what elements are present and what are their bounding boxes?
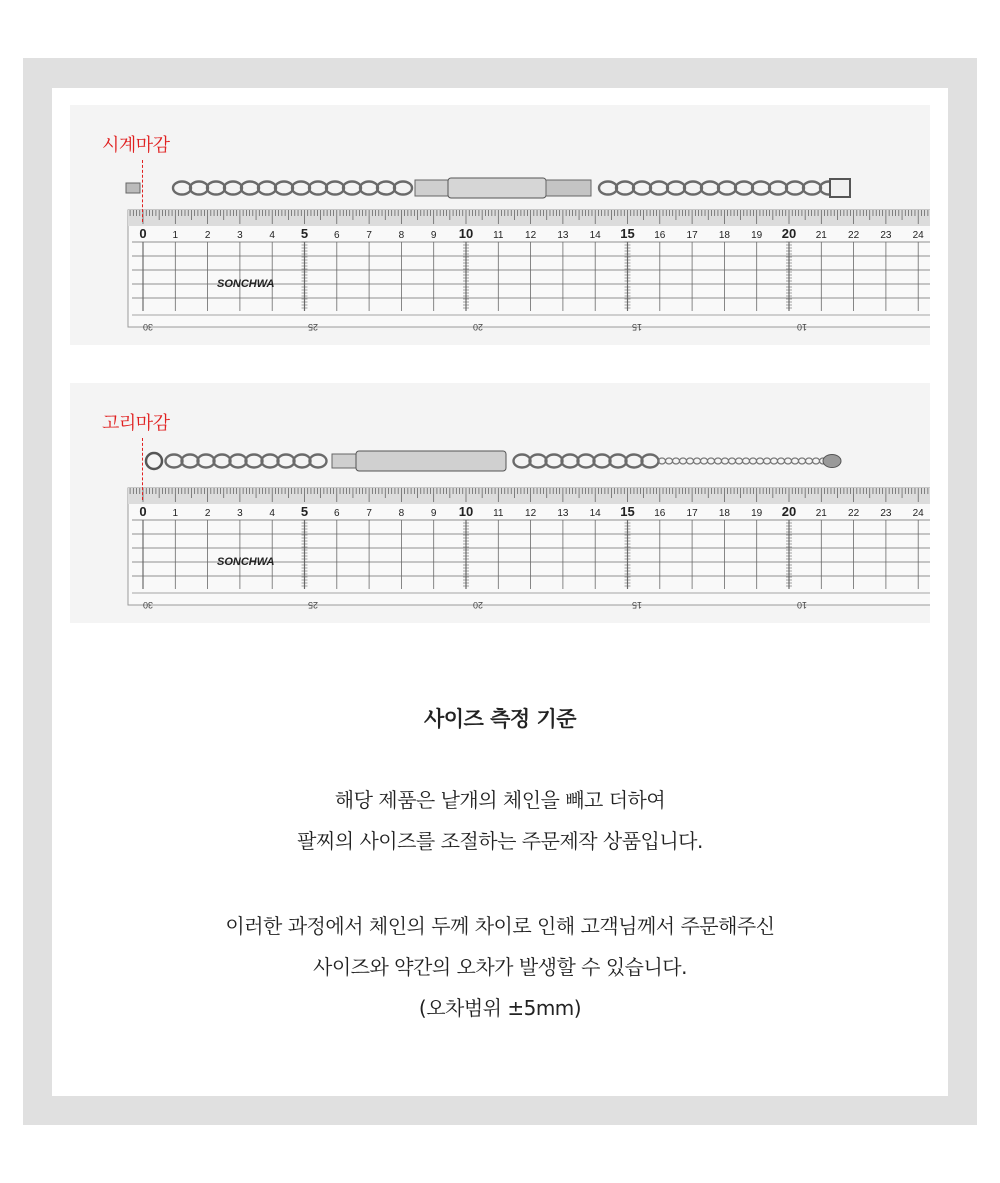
ruler-number: 11 xyxy=(493,508,504,519)
chain-link xyxy=(650,182,668,195)
ruler-number: 1 xyxy=(172,230,179,241)
ruler-number: 16 xyxy=(654,508,666,519)
ruler-number: 8 xyxy=(398,230,405,241)
extension-link xyxy=(708,458,715,464)
ruler-number: 17 xyxy=(686,508,698,519)
ruler-number: 20 xyxy=(781,226,797,241)
extension-link xyxy=(799,458,806,464)
chain-link xyxy=(241,182,259,195)
chain-link xyxy=(752,182,770,195)
ruler-number: 5 xyxy=(300,504,309,519)
chain-link xyxy=(326,182,344,195)
chain-link xyxy=(786,182,804,195)
extension-link xyxy=(813,458,820,464)
chain-link xyxy=(198,455,215,468)
chain-link xyxy=(262,455,279,468)
chain-link xyxy=(230,455,247,468)
chain-link xyxy=(594,455,611,468)
extension-link xyxy=(694,458,701,464)
chain-link xyxy=(190,182,208,195)
chain-link xyxy=(701,182,719,195)
ruler-number: 1 xyxy=(172,508,179,519)
paragraph-1 xyxy=(52,780,948,862)
ruler-number: 22 xyxy=(848,230,860,241)
extension-link xyxy=(687,458,694,464)
ruler-bottom-number: 30 xyxy=(142,600,154,610)
ruler-number: 7 xyxy=(366,508,372,519)
ruler-bottom-number: 20 xyxy=(472,600,484,610)
chain-link xyxy=(610,455,627,468)
clasp-end xyxy=(126,183,140,193)
ruler-number: 2 xyxy=(204,508,211,519)
chain-link xyxy=(530,455,547,468)
ruler-bottom-number: 10 xyxy=(796,322,808,332)
ruler-number: 21 xyxy=(815,508,827,519)
ruler-scale-band xyxy=(128,488,930,504)
extension-link xyxy=(778,458,785,464)
end-tag xyxy=(823,455,841,468)
ruler-bottom-number: 15 xyxy=(631,322,643,332)
ruler-bottom-number: 10 xyxy=(796,600,808,610)
ruler-number: 0 xyxy=(139,226,147,241)
bracelet xyxy=(146,451,841,471)
chain-link xyxy=(360,182,378,195)
ruler-body xyxy=(128,210,930,327)
extension-link xyxy=(806,458,813,464)
ruler-number: 10 xyxy=(458,504,474,519)
ruler-number: 19 xyxy=(751,230,763,241)
ruler-number: 15 xyxy=(620,504,635,519)
ruler-number: 23 xyxy=(880,508,892,519)
chain-link xyxy=(514,455,531,468)
extension-link xyxy=(673,458,680,464)
ruler-number: 0 xyxy=(139,504,147,519)
ruler-number: 11 xyxy=(493,230,504,241)
chain-link xyxy=(562,455,579,468)
marker-line xyxy=(142,438,143,500)
chain-link xyxy=(684,182,702,195)
bracelet xyxy=(126,178,850,198)
ruler-number: 4 xyxy=(269,230,275,241)
extension-link xyxy=(764,458,771,464)
ruler-brand: SONCHWA xyxy=(217,556,275,568)
chain-link xyxy=(310,455,327,468)
extension-link xyxy=(722,458,729,464)
ruler-bottom-number: 15 xyxy=(631,600,643,610)
extension-link xyxy=(715,458,722,464)
ruler-number: 9 xyxy=(430,508,437,519)
chain-link xyxy=(377,182,395,195)
chain-link xyxy=(642,455,659,468)
ruler-number: 17 xyxy=(686,230,698,241)
ruler-number: 14 xyxy=(589,508,601,519)
chain-link xyxy=(633,182,651,195)
chain-link xyxy=(275,182,293,195)
ruler-bottom-number: 30 xyxy=(142,322,154,332)
chain-link xyxy=(769,182,787,195)
ruler-number: 24 xyxy=(912,230,924,241)
chain-link xyxy=(292,182,310,195)
chain-link xyxy=(394,182,412,195)
marker-label: 시계마감 xyxy=(102,135,170,156)
id-plate xyxy=(448,178,546,198)
chain-link xyxy=(224,182,242,195)
chain-link xyxy=(578,455,595,468)
chain-link xyxy=(182,455,199,468)
chain-link xyxy=(166,455,183,468)
ruler-number: 7 xyxy=(366,230,372,241)
chain-link xyxy=(718,182,736,195)
ruler-number: 24 xyxy=(912,508,924,519)
chain-link xyxy=(616,182,634,195)
ruler-number: 6 xyxy=(334,230,340,241)
ruler-number: 19 xyxy=(751,508,763,519)
chain-link xyxy=(173,182,191,195)
bracelet-ruler-image xyxy=(70,383,930,623)
ruler-number: 6 xyxy=(334,508,340,519)
plate-connector xyxy=(332,454,356,468)
extension-link xyxy=(729,458,736,464)
watch-clasp xyxy=(830,179,850,197)
ruler-number: 16 xyxy=(654,230,666,241)
paragraph-line: (오차범위 ±5mm) xyxy=(418,996,582,1020)
chain-link xyxy=(258,182,276,195)
extension-link xyxy=(785,458,792,464)
extension-link xyxy=(792,458,799,464)
ruler-number: 5 xyxy=(300,226,309,241)
extension-link xyxy=(666,458,673,464)
extension-link xyxy=(701,458,708,464)
ruler-brand: SONCHWA xyxy=(217,278,275,290)
paragraph-line: 이러한 과정에서 체인의 두께 차이로 인해 고객님께서 주문해주신 xyxy=(225,914,775,938)
ruler-number: 12 xyxy=(525,508,537,519)
bracelet-ruler-image xyxy=(70,105,930,345)
marker-line xyxy=(142,160,143,222)
chain-link xyxy=(735,182,753,195)
ruler-number: 21 xyxy=(815,230,827,241)
extension-link xyxy=(750,458,757,464)
marker-label: 고리마감 xyxy=(102,413,170,434)
extension-link xyxy=(757,458,764,464)
photo-hook-clasp xyxy=(70,383,930,623)
ruler-body xyxy=(128,488,930,605)
ruler-number: 18 xyxy=(718,230,730,241)
chain-link xyxy=(599,182,617,195)
chain-link xyxy=(214,455,231,468)
chain-link xyxy=(246,455,263,468)
chain-link xyxy=(309,182,327,195)
ruler-number: 13 xyxy=(557,508,569,519)
chain-link xyxy=(667,182,685,195)
plate-connector xyxy=(415,180,450,196)
ruler-number: 2 xyxy=(204,230,211,241)
ruler-number: 9 xyxy=(430,230,437,241)
paragraph-line: 팔찌의 사이즈를 조절하는 주문제작 상품입니다. xyxy=(297,829,703,853)
section-heading: 사이즈 측정 기준 xyxy=(423,707,577,731)
photo-watch-clasp xyxy=(70,105,930,345)
id-plate xyxy=(356,451,506,471)
lobster-clasp xyxy=(146,453,162,469)
ruler-bottom-number: 25 xyxy=(307,322,319,332)
paragraph-line: 사이즈와 약간의 오차가 발생할 수 있습니다. xyxy=(313,955,687,979)
chain-link xyxy=(626,455,643,468)
ruler-scale-band xyxy=(128,210,930,226)
ruler-number: 8 xyxy=(398,508,405,519)
ruler-number: 12 xyxy=(525,230,537,241)
chain-link xyxy=(546,455,563,468)
ruler-number: 4 xyxy=(269,508,275,519)
extension-link xyxy=(680,458,687,464)
chain-link xyxy=(294,455,311,468)
chain-link xyxy=(803,182,821,195)
ruler-number: 18 xyxy=(718,508,730,519)
plate-connector xyxy=(546,180,591,196)
ruler-number: 23 xyxy=(880,230,892,241)
paragraph-line: 해당 제품은 낱개의 체인을 빼고 더하여 xyxy=(334,788,666,812)
extension-link xyxy=(743,458,750,464)
chain-link xyxy=(278,455,295,468)
ruler-number: 3 xyxy=(237,508,243,519)
chain-link xyxy=(343,182,361,195)
ruler-bottom-number: 25 xyxy=(307,600,319,610)
extension-link xyxy=(771,458,778,464)
ruler-number: 10 xyxy=(458,226,474,241)
ruler-number: 14 xyxy=(589,230,601,241)
ruler-number: 13 xyxy=(557,230,569,241)
ruler-bottom-number: 20 xyxy=(472,322,484,332)
ruler-number: 22 xyxy=(848,508,860,519)
ruler-number: 20 xyxy=(781,504,797,519)
chain-link xyxy=(207,182,225,195)
extension-link xyxy=(736,458,743,464)
ruler-number: 15 xyxy=(620,226,635,241)
ruler-number: 3 xyxy=(237,230,243,241)
paragraph-2 xyxy=(52,906,948,1029)
